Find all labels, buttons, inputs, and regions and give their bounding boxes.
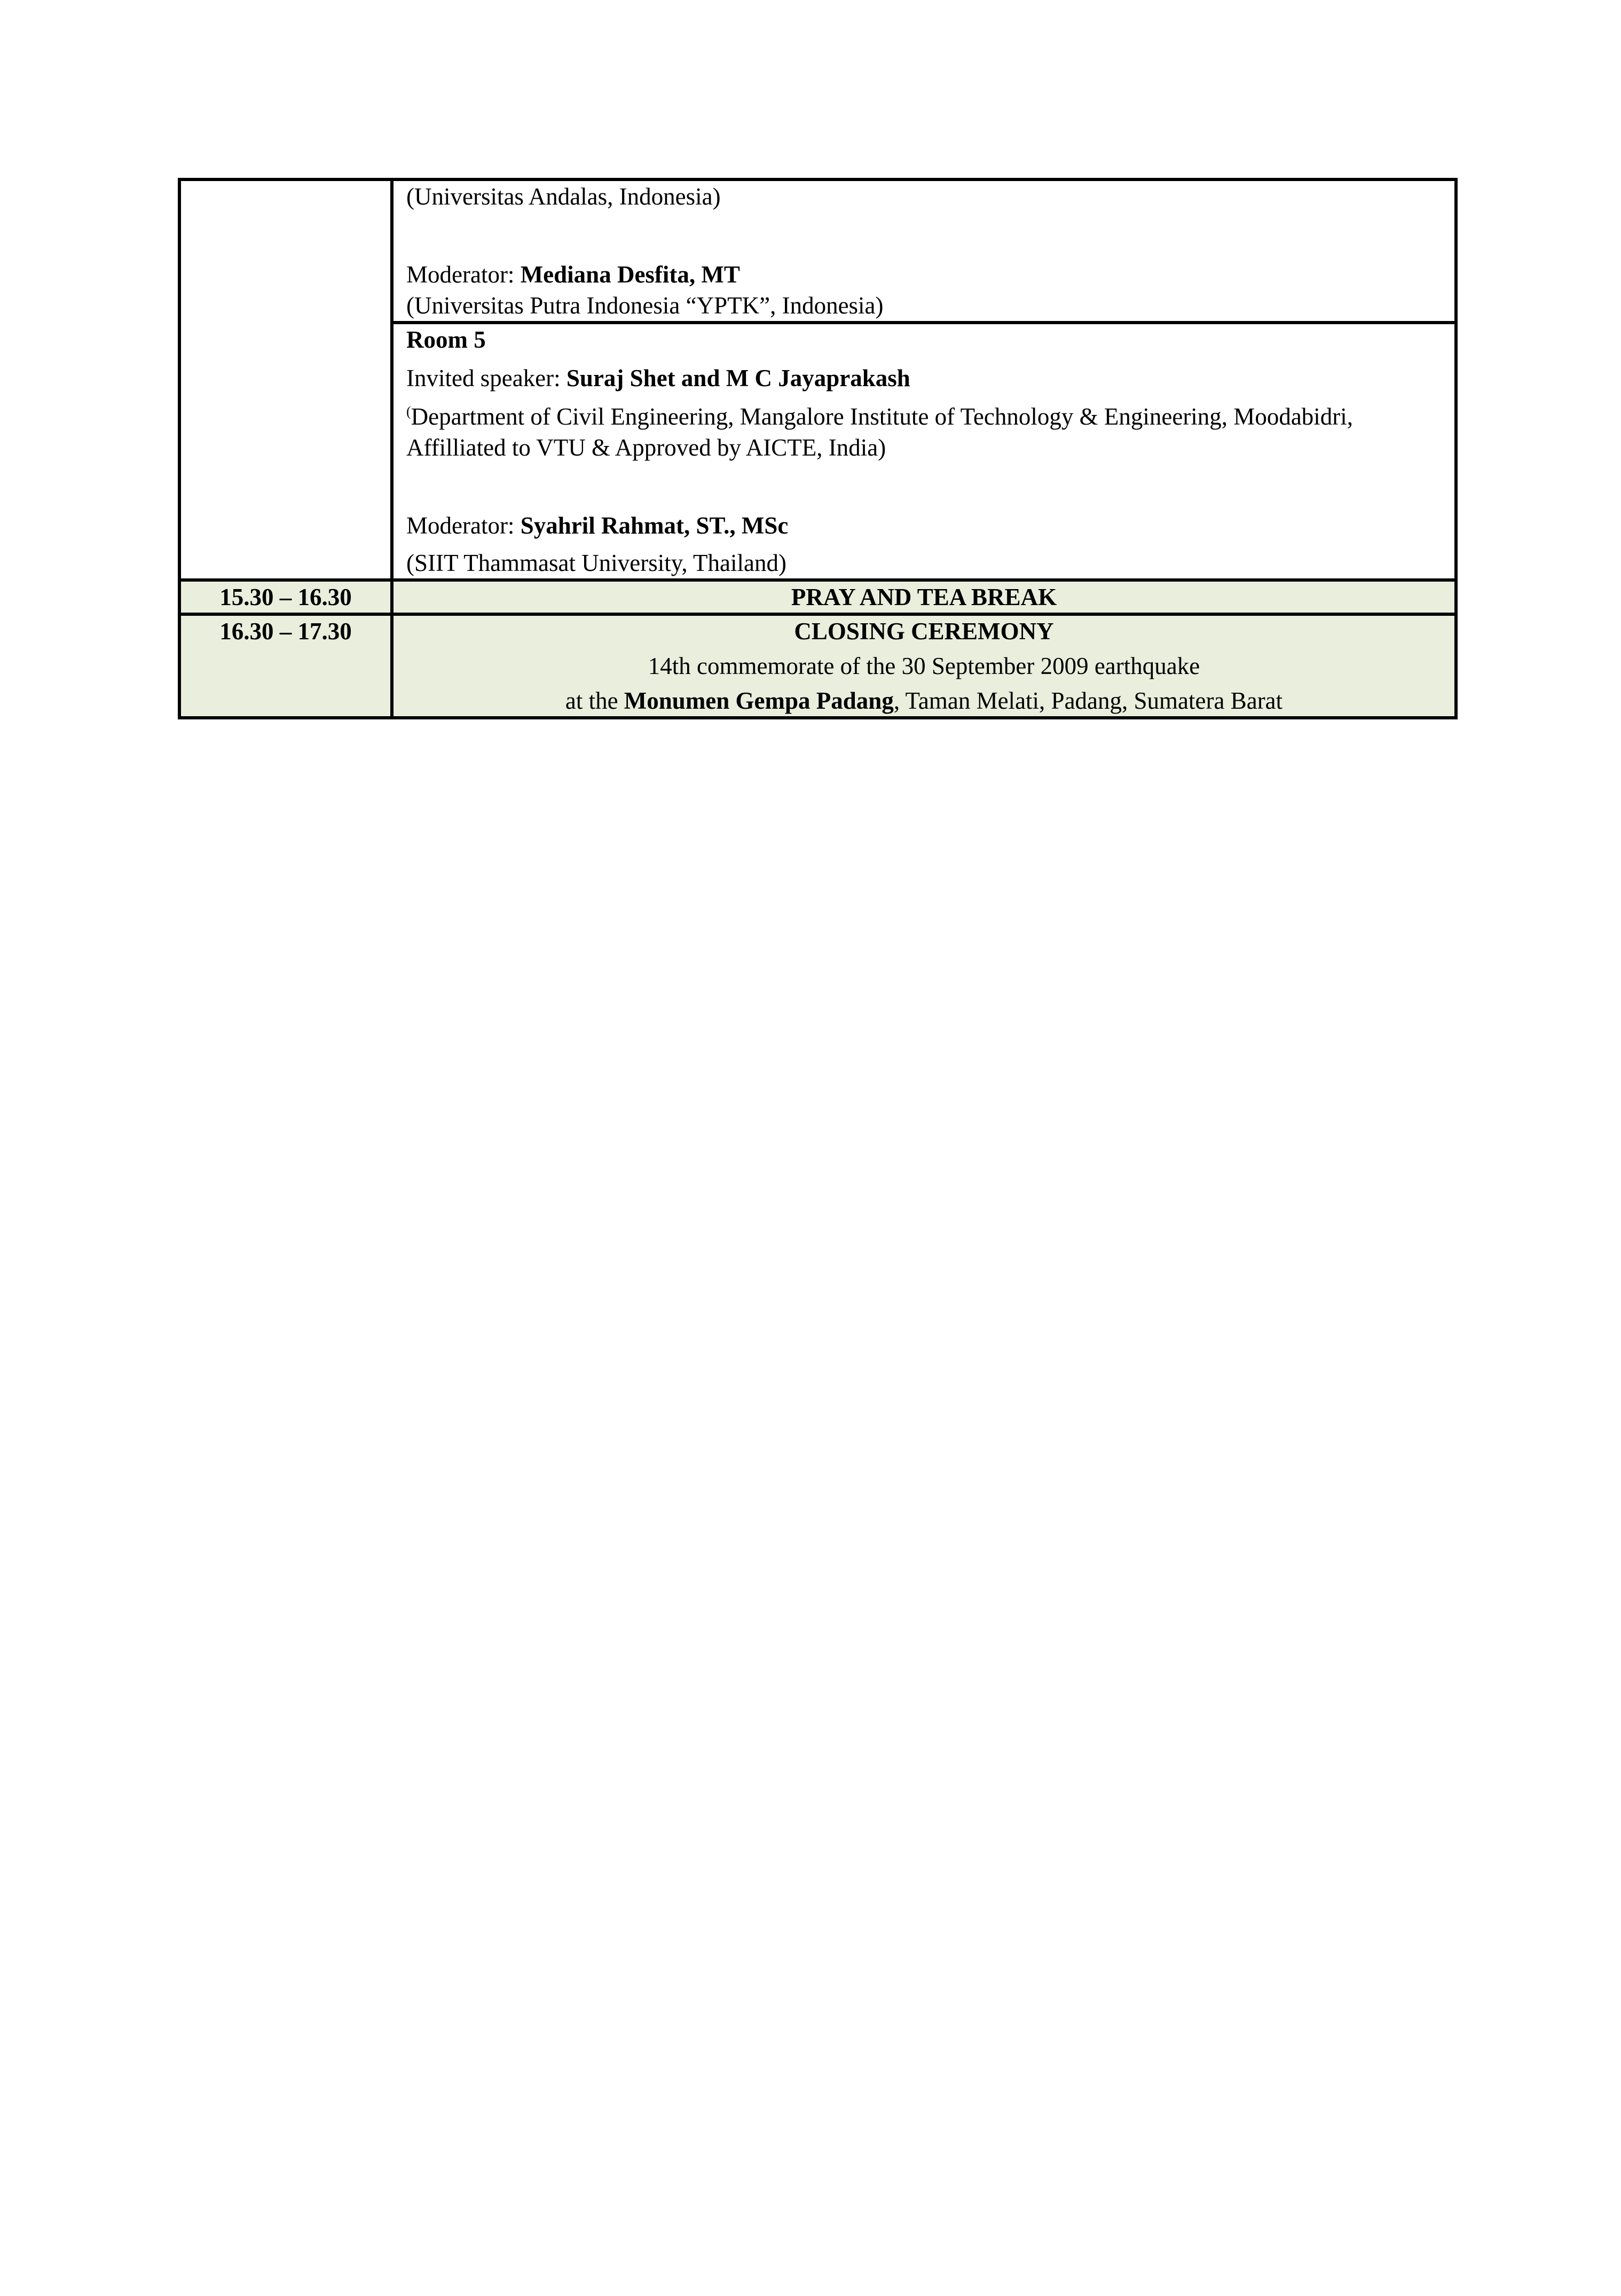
venue-prefix: at the bbox=[565, 687, 624, 714]
moderator-line bbox=[406, 510, 1442, 541]
closing-cell bbox=[392, 614, 1456, 718]
closing-title: CLOSING CEREMONY bbox=[794, 618, 1054, 645]
room-title: Room 5 bbox=[406, 326, 486, 353]
moderator-affiliation: (SIIT Thammasat University, Thailand) bbox=[406, 550, 786, 576]
moderator-line bbox=[406, 259, 1442, 290]
closing-description: 14th commemorate of the 30 September 2009 earthquake bbox=[648, 653, 1200, 679]
schedule-table bbox=[178, 178, 1458, 719]
speaker-affiliation-line2: Affilliated to VTU & Approved by AICTE, India) bbox=[406, 434, 886, 461]
speaker-affiliation-line1 bbox=[406, 401, 1442, 432]
moderator-name: Syahril Rahmat, ST., MSc bbox=[520, 512, 789, 539]
moderator-affiliation: (Universitas Putra Indonesia “YPTK”, Indonesia) bbox=[406, 292, 884, 319]
moderator-label: Moderator: bbox=[406, 261, 521, 288]
moderator-label: Moderator: bbox=[406, 512, 521, 539]
time-cell-break: 15.30 – 16.30 bbox=[179, 580, 392, 614]
speaker-line bbox=[406, 363, 1442, 394]
venue-suffix: , Taman Melati, Padang, Sumatera Barat bbox=[893, 687, 1283, 714]
break-title: PRAY AND TEA BREAK bbox=[392, 580, 1456, 614]
session-cell-room5 bbox=[392, 323, 1456, 580]
moderator-name: Mediana Desfita, MT bbox=[520, 261, 740, 288]
table-row-closing bbox=[179, 614, 1456, 718]
speaker-name: Suraj Shet and M C Jayaprakash bbox=[566, 365, 910, 391]
table-row-break bbox=[179, 580, 1456, 614]
table-row-continued bbox=[179, 179, 1456, 323]
session-cell-continued bbox=[392, 179, 1456, 323]
closing-venue bbox=[406, 685, 1442, 716]
venue-name: Monumen Gempa Padang bbox=[624, 687, 894, 714]
affiliation-marker: ( bbox=[406, 404, 411, 419]
time-cell-closing: 16.30 – 17.30 bbox=[179, 614, 392, 718]
speaker-label: Invited speaker: bbox=[406, 365, 566, 391]
affiliation-text-1: Department of Civil Engineering, Mangalore Institute of Technology & Engineering, Moodabidri, bbox=[411, 403, 1354, 430]
speaker-affiliation: (Universitas Andalas, Indonesia) bbox=[406, 183, 721, 210]
time-cell-empty bbox=[179, 179, 392, 580]
